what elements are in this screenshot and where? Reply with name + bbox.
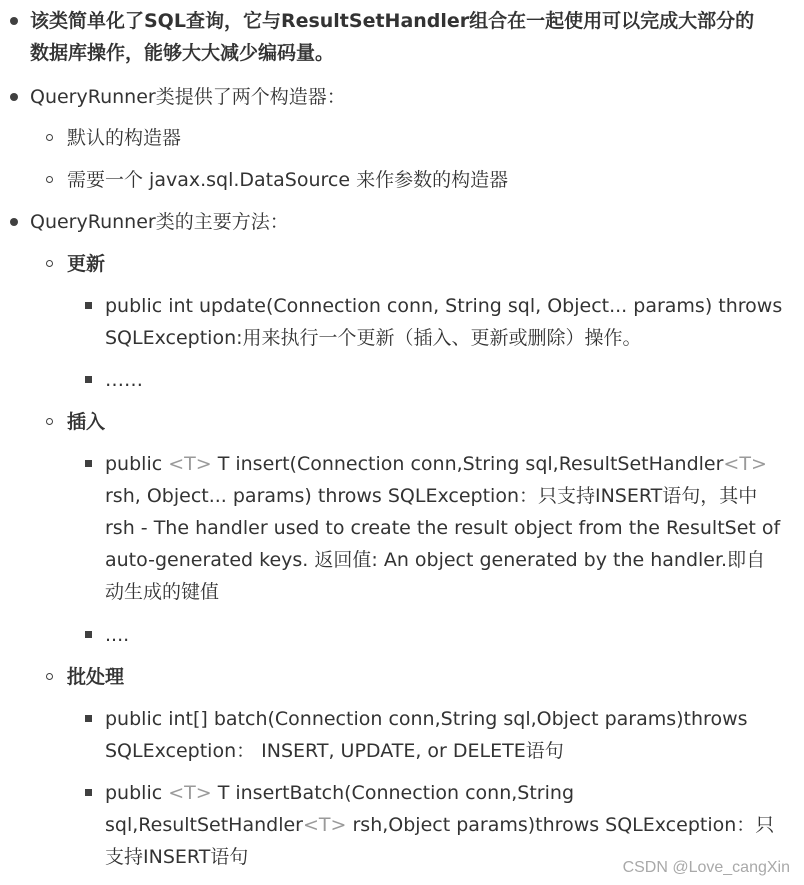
insert-signature: T insert(Connection conn,String sql,ResultSetHandler — [211, 453, 724, 475]
update-heading: 更新 — [67, 253, 106, 275]
insert-method-line-3: rsh - The handler used to create the result object from the ResultSet of — [105, 517, 781, 539]
insert-generic-type-2: <T> — [723, 453, 767, 475]
bullet-square — [85, 460, 92, 467]
csdn-watermark: CSDN @Love_cangXin — [622, 859, 790, 876]
bullet-square — [85, 631, 92, 638]
bullet-dot — [10, 218, 18, 226]
bullet-dot — [10, 93, 18, 101]
insert-method-line-5: 动生成的键值 — [105, 581, 220, 603]
bullet-dot — [10, 17, 18, 25]
insert-heading: 插入 — [67, 411, 106, 433]
insert-method-line-1 — [105, 448, 767, 480]
bullet-square — [85, 789, 92, 796]
insert-method-line-2: rsh, Object... params) throws SQLException：只支持INSERT语句，其中 — [105, 485, 758, 507]
constructor-datasource: 需要一个 javax.sql.DataSource 来作参数的构造器 — [67, 169, 509, 191]
batch-generic-type: <T> — [168, 782, 212, 804]
insert-generic-type: <T> — [168, 453, 212, 475]
update-ellipsis: …… — [105, 369, 143, 391]
bullet-circle — [46, 418, 53, 425]
update-method-line-1: public int update(Connection conn, String sql, Object... params) throws — [105, 295, 783, 317]
batch-signature: T insertBatch(Connection conn,String — [211, 782, 574, 804]
constructor-default: 默认的构造器 — [67, 127, 182, 149]
batch-generic-type-2: <T> — [303, 814, 347, 836]
batch-sql-handler: sql,ResultSetHandler — [105, 814, 303, 836]
bullet-square — [85, 715, 92, 722]
update-method-line-2: SQLException:用来执行一个更新（插入、更新或删除）操作。 — [105, 327, 642, 349]
bullet-circle — [46, 176, 53, 183]
bullet-square — [85, 302, 92, 309]
bullet-circle — [46, 673, 53, 680]
intro-line-1: 该类简单化了SQL查询，它与ResultSetHandler组合在一起使用可以完成大部分的 — [30, 10, 755, 32]
batch-public: public — [105, 782, 169, 804]
batch-method-2-line-1 — [105, 777, 574, 809]
batch-method-1-line-2: SQLException： INSERT, UPDATE, or DELETE语句 — [105, 740, 564, 762]
batch-heading: 批处理 — [67, 666, 125, 688]
bullet-circle — [46, 134, 53, 141]
batch-method-2-line-2 — [105, 809, 774, 841]
methods-label: QueryRunner类的主要方法： — [30, 211, 289, 233]
bullet-circle — [46, 260, 53, 267]
bullet-square — [85, 376, 92, 383]
batch-method-1-line-1: public int[] batch(Connection conn,String sql,Object params)throws — [105, 708, 748, 730]
batch-method-2-line-3: 支持INSERT语句 — [105, 846, 249, 868]
batch-rsh-params: rsh,Object params)throws SQLException：只 — [346, 814, 775, 836]
intro-line-2: 数据库操作，能够大大减少编码量。 — [30, 42, 335, 64]
constructors-label: QueryRunner类提供了两个构造器： — [30, 86, 346, 108]
insert-method-line-4: auto-generated keys. 返回值: An object generated by the handler.即自 — [105, 549, 766, 571]
insert-ellipsis: .... — [105, 624, 130, 646]
insert-public: public — [105, 453, 169, 475]
